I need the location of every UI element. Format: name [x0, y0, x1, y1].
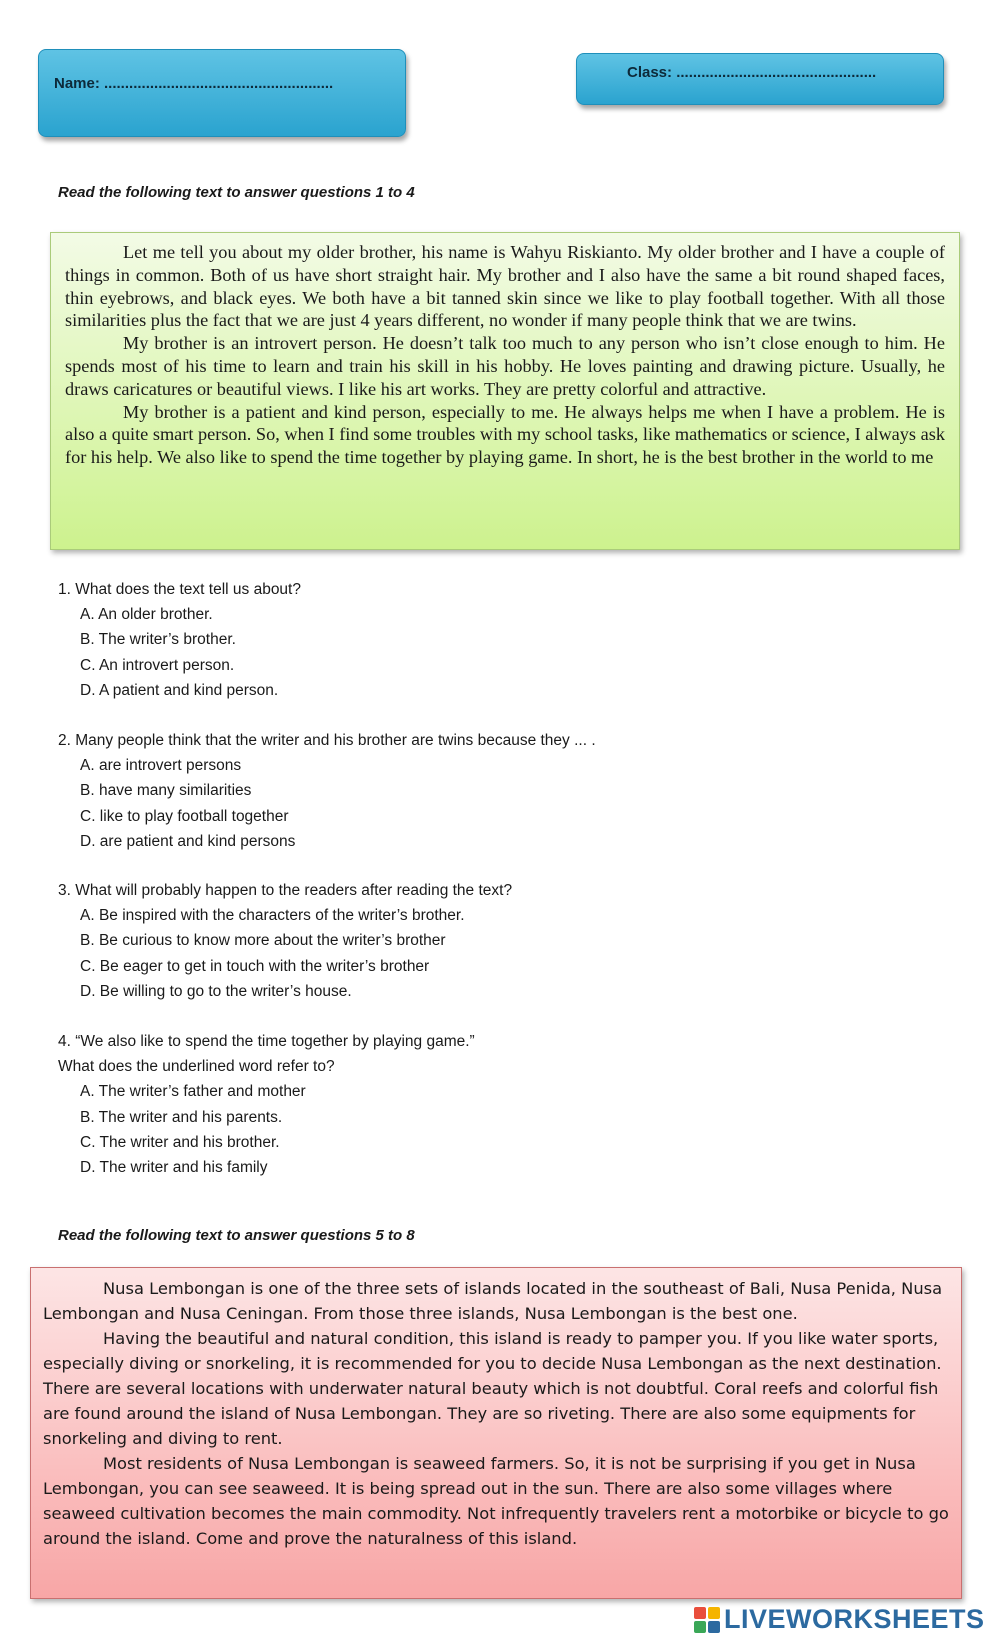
logo-square — [708, 1621, 720, 1633]
logo-square — [694, 1621, 706, 1633]
option-b[interactable]: B. have many similarities — [80, 782, 252, 800]
liveworksheets-logo-icon — [694, 1607, 720, 1633]
name-label: Name: ....................................................... — [54, 75, 334, 92]
question-text: 2. Many people think that the writer and his brother are twins because they ... . — [58, 732, 596, 749]
passage-1-paragraph: My brother is an introvert person. He doesn’t talk too much to any person who isn’t close enough to him. He spends most of his time to learn and train his skill in his hobby. He loves painting and drawing picture. Usually, he draws caricatures or beautiful views. I like his art works. They are pretty colorful and attractive. — [65, 333, 945, 399]
name-field[interactable] — [38, 49, 406, 137]
class-field[interactable] — [576, 53, 944, 105]
option-b[interactable]: B. The writer’s brother. — [80, 631, 236, 649]
question-4 — [58, 1029, 938, 1180]
logo-text: LIVEWORKSHEETS — [724, 1604, 985, 1634]
instruction-2: Read the following text to answer questions 5 to 8 — [58, 1227, 415, 1244]
option-c[interactable]: C. Be eager to get in touch with the writer’s brother — [80, 957, 430, 975]
option-d[interactable]: D. are patient and kind persons — [80, 832, 296, 850]
option-b[interactable]: B. Be curious to know more about the writer’s brother — [80, 932, 446, 950]
option-c[interactable]: C. The writer and his brother. — [80, 1133, 280, 1151]
class-label: Class: ................................................ — [627, 64, 877, 81]
question-3 — [58, 878, 938, 1004]
question-2 — [58, 728, 938, 854]
option-a[interactable]: A. Be inspired with the characters of the writer’s brother. — [80, 907, 465, 925]
logo-square — [694, 1607, 706, 1619]
option-d[interactable]: D. The writer and his family — [80, 1159, 268, 1177]
option-a[interactable]: A. The writer’s father and mother — [80, 1083, 306, 1101]
option-c[interactable]: C. like to play football together — [80, 807, 289, 825]
question-text: 4. “We also like to spend the time together by playing game.” — [58, 1033, 475, 1050]
liveworksheets-logo — [694, 1604, 985, 1635]
passage-2-paragraph: Nusa Lembongan is one of the three sets of islands located in the southeast of Bali, Nusa Penida, Nusa Lembongan and Nusa Ceningan. From those three islands, Nusa Lembongan is the best one. — [43, 1279, 943, 1323]
question-text: 3. What will probably happen to the readers after reading the text? — [58, 882, 513, 899]
option-d[interactable]: D. A patient and kind person. — [80, 681, 279, 699]
instruction-1: Read the following text to answer questions 1 to 4 — [58, 184, 415, 201]
question-subtext: What does the underlined word refer to? — [58, 1058, 335, 1076]
question-1 — [58, 577, 938, 703]
option-a[interactable]: A. are introvert persons — [80, 757, 242, 775]
passage-2-paragraph: Having the beautiful and natural condition, this island is ready to pamper you. If you like water sports, especially diving or snorkeling, it is recommended for you to decide Nusa Lembongan as the next destination. There are several locations with underwater natural beauty which is not doubtful. Coral reefs and colorful fish are found around the island of Nusa Lembongan. They are so riveting. There are also some equipments for snorkeling and diving to rent. — [43, 1329, 942, 1448]
option-d[interactable]: D. Be willing to go to the writer’s house. — [80, 982, 352, 1000]
passage-1-paragraph: Let me tell you about my older brother, his name is Wahyu Riskianto. My older brother and I have a couple of things in common. Both of us have short straight hair. My brother and I also have the same a bit round shaped faces, thin eyebrows, and black eyes. We both have a bit tanned skin since we like to play football together. With all those similarities plus the fact that we are just 4 years different, no wonder if many people think that we are twins. — [65, 242, 945, 331]
passage-1-paragraph: My brother is a patient and kind person, especially to me. He always helps me when I have a problem. He is also a quite smart person. So, when I find some troubles with my school tasks, like mathematics or science, I always ask for his help. We also like to spend the time together by playing game. In short, he is the best brother in the world to me — [65, 401, 945, 468]
option-c[interactable]: C. An introvert person. — [80, 656, 235, 674]
reading-passage-1 — [50, 232, 960, 550]
passage-2-paragraph: Most residents of Nusa Lembongan is seaweed farmers. So, it is not be surprising if you get in Nusa Lembongan, you can see seaweed. It is being spread out in the sun. There are also some villages where seaweed cultivation becomes the main commodity. Not infrequently travelers rent a motorbike or bicycle to go around the island. Come and prove the naturalness of this island. — [43, 1454, 949, 1548]
option-b[interactable]: B. The writer and his parents. — [80, 1108, 283, 1126]
option-a[interactable]: A. An older brother. — [80, 606, 213, 624]
question-text: 1. What does the text tell us about? — [58, 581, 301, 598]
reading-passage-2 — [30, 1267, 962, 1599]
logo-square — [708, 1607, 720, 1619]
